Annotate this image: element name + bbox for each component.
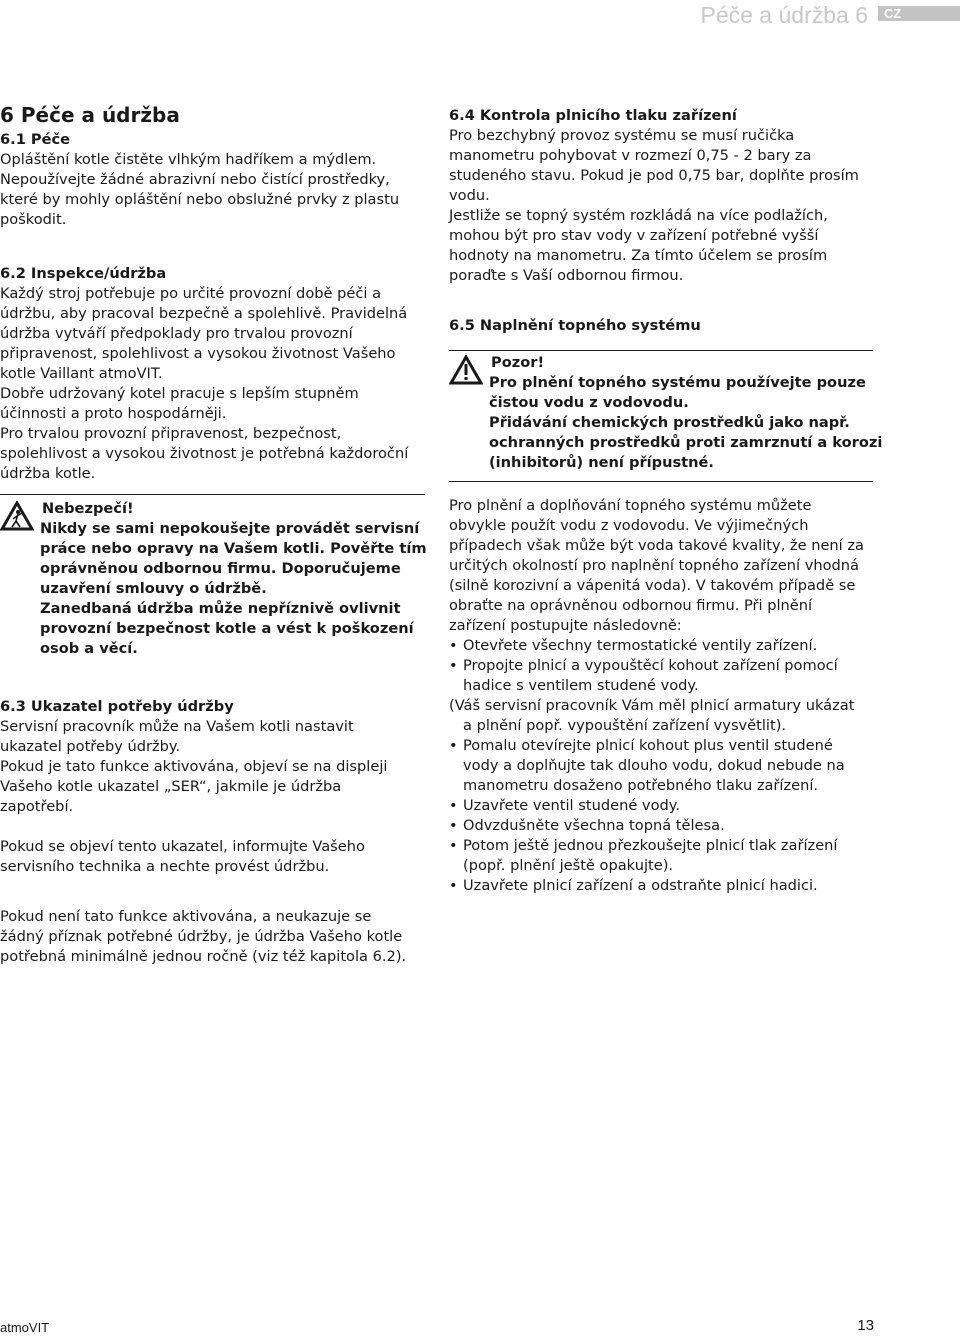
text-line: připravenost, spolehlivost a vysokou životnost Vašeho xyxy=(0,345,396,362)
section-6-5-title: 6.5 Naplnění topného systému xyxy=(449,317,701,334)
caution-line: Pro plnění topného systému používejte pouze xyxy=(489,374,866,391)
text-line: (silně korozivní a vápenitá voda). V takovém případě se xyxy=(449,577,856,594)
text-line: zařízení postupujte následovně: xyxy=(449,617,682,634)
danger-line: osob a věcí. xyxy=(40,640,138,657)
text-line: Opláštění kotle čistěte vlhkým hadříkem a mýdlem. xyxy=(0,151,377,168)
text-line: Vašeho kotle ukazatel „SER“, jakmile je údržba xyxy=(0,778,342,795)
list-item: • Pomalu otevírejte plnicí kohout plus ventil studené vody a doplňujte tak dlouho vodu, dokud nebude na manometru dosaženo potřebného tlaku zařízení. xyxy=(449,736,849,796)
text-line: poraďte s Vaší odbornou firmou. xyxy=(449,267,684,284)
section-6-1-title: 6.1 Péče xyxy=(0,131,71,148)
text-line: Pro bezchybný provoz systému se musí ručička xyxy=(449,127,795,144)
section-6-4-title: 6.4 Kontrola plnicího tlaku zařízení xyxy=(449,107,737,124)
danger-line: Nikdy se sami nepokoušejte provádět servisní xyxy=(40,520,420,537)
chapter-title: 6 Péče a údržba xyxy=(0,103,180,127)
list-item: • Odvzdušněte všechna topná tělesa. xyxy=(449,816,849,836)
caution-box xyxy=(449,353,929,473)
text-line: manometru pohybovat v rozmezí 0,75 - 2 bary za xyxy=(449,147,812,164)
text-line: obvykle použít vodu z vodovodu. Ve výjimečných xyxy=(449,517,809,534)
text-line: kotle Vaillant atmoVIT. xyxy=(0,365,163,382)
list-item: • Otevřete všechny termostatické ventily zařízení. xyxy=(449,636,849,656)
header-title: Péče a údržba 6 xyxy=(700,2,868,28)
text-line: Každý stroj potřebuje po určité provozní době péči a xyxy=(0,285,382,302)
danger-line: práce nebo opravy na Vašem kotli. Pověřte tím xyxy=(40,540,427,557)
danger-line: Zanedbaná údržba může nepříznivě ovlivnit xyxy=(40,600,401,617)
page-footer xyxy=(0,1317,960,1338)
text-line: Nepoužívejte žádné abrazivní nebo čistící prostředky, xyxy=(0,171,390,188)
text-line: Servisní pracovník může na Vašem kotli nastavit xyxy=(0,718,354,735)
divider xyxy=(0,494,425,495)
caution-line: Přidávání chemických prostředků jako např. xyxy=(489,414,850,431)
text-line: obraťte na oprávněnou odbornou firmu. Při plnění xyxy=(449,597,813,614)
caution-line: (inhibitorů) není přípustné. xyxy=(489,454,714,471)
text-line: mohou být pro stav vody v zařízení potřebné vyšší xyxy=(449,227,819,244)
text-line: určitých okolností pro naplnění topného zařízení vhodná xyxy=(449,557,859,574)
text-line: případech však může být voda takové kvality, že není za xyxy=(449,537,864,554)
text-line: žádný příznak potřebné údržby, je údržba Vašeho kotle xyxy=(0,928,403,945)
left-column xyxy=(0,100,440,967)
text-line: hodnoty na manometru. Za tímto účelem se prosím xyxy=(449,247,828,264)
text-line: vodu. xyxy=(449,187,490,204)
text-line: které by mohly opláštění nebo obslužné prvky z plastu xyxy=(0,191,400,208)
danger-line: uzavření smlouvy o údržbě. xyxy=(40,580,267,597)
text-line: servisního technika a nechte provést údržbu. xyxy=(0,858,330,875)
text-line: údržba kotle. xyxy=(0,465,96,482)
text-line: Pro plnění a doplňování topného systému můžete xyxy=(449,497,812,514)
text-line: údržbu, aby pracoval bezpečně a spolehlivě. Pravidelná xyxy=(0,305,408,322)
steps-list xyxy=(449,736,849,896)
note-line: (Váš servisní pracovník Vám měl plnicí armatury ukázat xyxy=(449,697,855,714)
text-line: spolehlivost a vysokou životnost je potřebná každoroční xyxy=(0,445,409,462)
text-line: Dobře udržovaný kotel pracuje s lepším stupněm xyxy=(0,385,359,402)
footer-brand: atmoVIT xyxy=(0,1320,50,1335)
text-line: údržba vytváří předpoklady pro trvalou provozní xyxy=(0,325,353,342)
section-6-3-title: 6.3 Ukazatel potřeby údržby xyxy=(0,698,234,715)
text-line: zapotřebí. xyxy=(0,798,74,815)
note-line: a plnění popř. vypouštění zařízení vysvětlit). xyxy=(463,717,787,734)
language-badge: CZ xyxy=(878,6,960,21)
danger-box xyxy=(0,499,440,659)
text-line: Jestliže se topný systém rozkládá na více podlažích, xyxy=(449,207,828,224)
danger-warning-icon xyxy=(0,501,34,531)
caution-warning-icon xyxy=(449,355,483,385)
right-column xyxy=(449,106,929,896)
text-line: Pokud se objeví tento ukazatel, informujte Vašeho xyxy=(0,838,365,855)
page-header xyxy=(0,0,960,30)
text-line: účinnosti a proto hospodárněji. xyxy=(0,405,227,422)
text-line: Pro trvalou provozní připravenost, bezpečnost, xyxy=(0,425,342,442)
list-item: • Potom ještě jednou přezkoušejte plnicí tlak zařízení (popř. plnění ještě opakujte). xyxy=(449,836,849,876)
danger-title: Nebezpečí! xyxy=(42,500,134,517)
list-item: • Propojte plnicí a vypouštěcí kohout zařízení pomocí hadice s ventilem studené vody. xyxy=(449,656,849,696)
text-line: ukazatel potřeby údržby. xyxy=(0,738,181,755)
caution-title: Pozor! xyxy=(491,354,545,371)
text-line: potřebná minimálně jednou ročně (viz též kapitola 6.2). xyxy=(0,948,407,965)
danger-line: provozní bezpečnost kotle a vést k poškození xyxy=(40,620,414,637)
divider xyxy=(449,350,873,351)
text-line: studeného stavu. Pokud je pod 0,75 bar, doplňte prosím xyxy=(449,167,859,184)
caution-line: čistou vodu z vodovodu. xyxy=(489,394,689,411)
list-item: • Uzavřete ventil studené vody. xyxy=(449,796,849,816)
danger-line: oprávněnou odbornou firmu. Doporučujeme xyxy=(40,560,401,577)
text-line: Pokud je tato funkce aktivována, objeví se na displeji xyxy=(0,758,388,775)
page-number: 13 xyxy=(857,1317,874,1334)
caution-line: ochranných prostředků proti zamrznutí a korozi xyxy=(489,434,883,451)
list-item: • Uzavřete plnicí zařízení a odstraňte plnicí hadici. xyxy=(449,876,849,896)
text-line: poškodit. xyxy=(0,211,67,228)
section-6-2-title: 6.2 Inspekce/údržba xyxy=(0,265,167,282)
steps-list xyxy=(449,636,849,696)
text-line: Pokud není tato funkce aktivována, a neukazuje se xyxy=(0,908,372,925)
